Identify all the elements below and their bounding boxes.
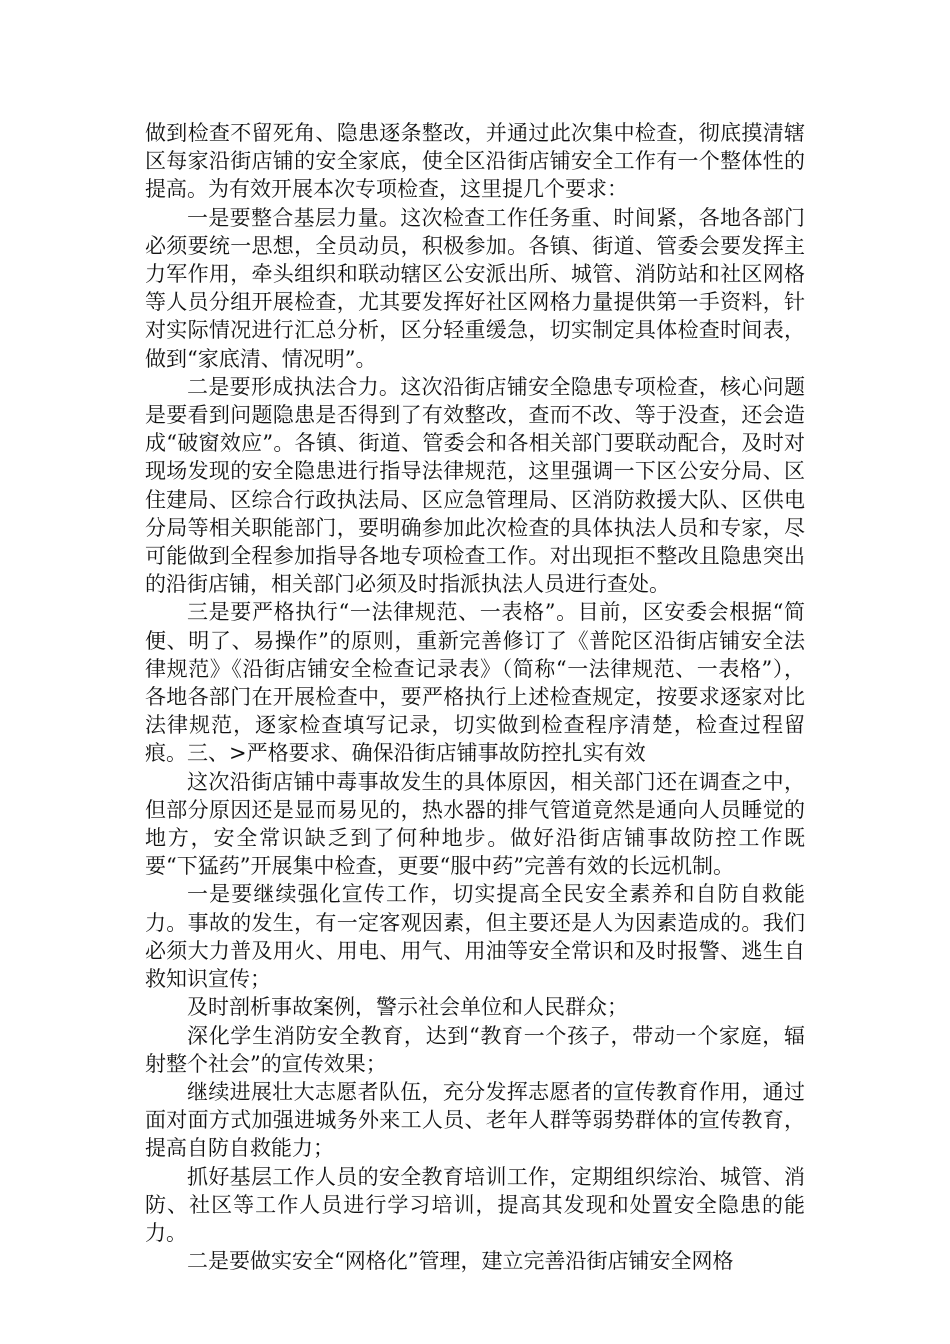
paragraph-8: 深化学生消防安全教育，达到“教育一个孩子，带动一个家庭，辐射整个社会”的宣传效果； bbox=[145, 1023, 805, 1076]
paragraph-2: 一是要整合基层力量。这次检查工作任务重、时间紧，各地各部门必须要统一思想，全员动员，积极参加。各镇、街道、管委会要发挥主力军作用，牵头组织和联动辖区公安派出所、城管、消防站和社区网格等人员分组开展检查，尤其要发挥好社区网格力量提供第一手资料，针对实际情况进行汇总分析，区分轻重缓急，切实制定具体检查时间表，做到“家底清、情况明”。 bbox=[145, 205, 805, 371]
paragraph-10: 抓好基层工作人员的安全教育培训工作，定期组织综治、城管、消防、社区等工作人员进行学习培训，提高其发现和处置安全隐患的能力。 bbox=[145, 1164, 805, 1245]
paragraph-6: 一是要继续强化宣传工作，切实提高全民安全素养和自防自救能力。事故的发生，有一定客观因素，但主要还是人为因素造成的。我们必须大力普及用火、用电、用气、用油等安全常识和及时报警、逃生自救知识宣传； bbox=[145, 882, 805, 992]
paragraph-1: 做到检查不留死角、隐患逐条整改，并通过此次集中检查，彻底摸清辖区每家沿街店铺的安全家底，使全区沿街店铺安全工作有一个整体性的提高。为有效开展本次专项检查，这里提几个要求： bbox=[145, 121, 805, 202]
paragraph-11: 二是要做实安全“网格化”管理，建立完善沿街店铺安全网格 bbox=[187, 1249, 734, 1274]
paragraph-7: 及时剖析事故案例，警示社会单位和人民群众； bbox=[187, 995, 628, 1020]
paragraph-4: 三是要严格执行“一法律规范、一表格”。目前，区安委会根据“简便、明了、易操作”的原则，重新完善修订了《普陀区沿街店铺安全法律规范》《沿街店铺安全检查记录表》（简称“一法律规范、一表格”），各地各部门在开展检查中，要严格执行上述检查规定，按要求逐家对比法律规范，逐家检查填写记录，切实做到检查程序清楚，检查过程留痕。三、>严格要求、确保沿街店铺事故防控扎实有效 bbox=[145, 600, 805, 766]
paragraph-5: 这次沿街店铺中毒事故发生的具体原因，相关部门还在调查之中，但部分原因还是显而易见的，热水器的排气管道竟然是通向人员睡觉的地方，安全常识缺乏到了何种地步。做好沿街店铺事故防控工作既要“下猛药”开展集中检查，更要“服中药”完善有效的长远机制。 bbox=[145, 769, 805, 879]
paragraph-9: 继续进展壮大志愿者队伍，充分发挥志愿者的宣传教育作用，通过面对面方式加强进城务外来工人员、老年人群等弱势群体的宣传教育，提高自防自救能力； bbox=[145, 1079, 805, 1161]
document-body bbox=[145, 119, 805, 1275]
paragraph-3: 二是要形成执法合力。这次沿街店铺安全隐患专项检查，核心问题是要看到问题隐患是否得到了有效整改，查而不改、等于没查，还会造成“破窗效应”。各镇、街道、管委会和各相关部门要联动配合，及时对现场发现的安全隐患进行指导法律规范，这里强调一下区公安分局、区住建局、区综合行政执法局、区应急管理局、区消防救援大队、区供电分局等相关职能部门，要明确参加此次检查的具体执法人员和专家，尽可能做到全程参加指导各地专项检查工作。对出现拒不整改且隐患突出的沿街店铺，相关部门必须及时指派执法人员进行查处。 bbox=[145, 374, 805, 597]
